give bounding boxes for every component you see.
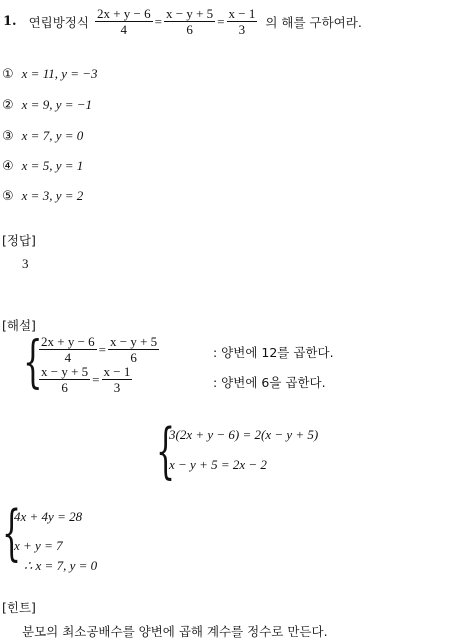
hint-text: 분모의 최소공배수를 양변에 곱해 계수를 정수로 만든다. [22,624,328,639]
system1-row1-note: : 양변에 12를 곱한다. [213,345,334,360]
question-fraction-1: $\frac{2x + y - 6}{4}$ [96,6,151,37]
system1-row2-note: : 양변에 6을 곱한다. [213,375,326,390]
option-marker: ⑤ [2,189,14,204]
system3-row2: x + y = 7 [14,538,63,553]
solution-label: [해설] [2,318,36,333]
question-prefix: 연립방정식 [28,14,89,30]
question-number: 1. [3,14,17,29]
option-marker: ③ [2,129,14,144]
option-marker: ② [2,98,14,113]
system1-row2: $\frac{x - y + 5}{6}$ = $\frac{x - 1}{3}$ [41,364,131,395]
system2-row2: x − y + 5 = 2x − 2 [169,457,267,472]
option-3[interactable] [2,128,83,144]
left-brace-icon: { [23,330,43,395]
option-2[interactable] [2,97,92,113]
hint-label: [힌트] [2,600,36,615]
answer-value: 3 [22,256,29,271]
left-brace-icon: { [2,498,22,568]
option-5[interactable] [2,188,83,204]
system2-row1: 3(2x + y − 6) = 2(x − y + 5) [169,427,319,442]
question-line [3,6,362,37]
option-text: x = 11, y = −3 [21,66,98,81]
question-suffix: 의 해를 구하여라. [265,14,362,30]
option-marker: ① [2,67,14,82]
answer-label: [정답] [2,233,36,248]
question-fraction-2: $\frac{x - y + 5}{6}$ [165,6,214,37]
option-text: x = 3, y = 2 [21,188,84,203]
equals-sign: = [154,13,162,29]
option-text: x = 7, y = 0 [21,128,84,143]
left-brace-icon: { [156,416,176,486]
question-fraction-3: $\frac{x - 1}{3}$ [228,6,256,37]
option-text: x = 5, y = 1 [21,158,84,173]
conclusion: ∴ x = 7, y = 0 [24,558,98,573]
system1-row1: $\frac{2x + y - 6}{4}$ = $\frac{x - y + 5}{6}$ [41,334,158,365]
equals-sign: = [217,13,225,29]
option-marker: ④ [2,159,14,174]
option-4[interactable] [2,158,83,174]
system3-row1: 4x + 4y = 28 [14,509,83,524]
option-1[interactable] [2,66,98,82]
option-text: x = 9, y = −1 [21,97,93,112]
